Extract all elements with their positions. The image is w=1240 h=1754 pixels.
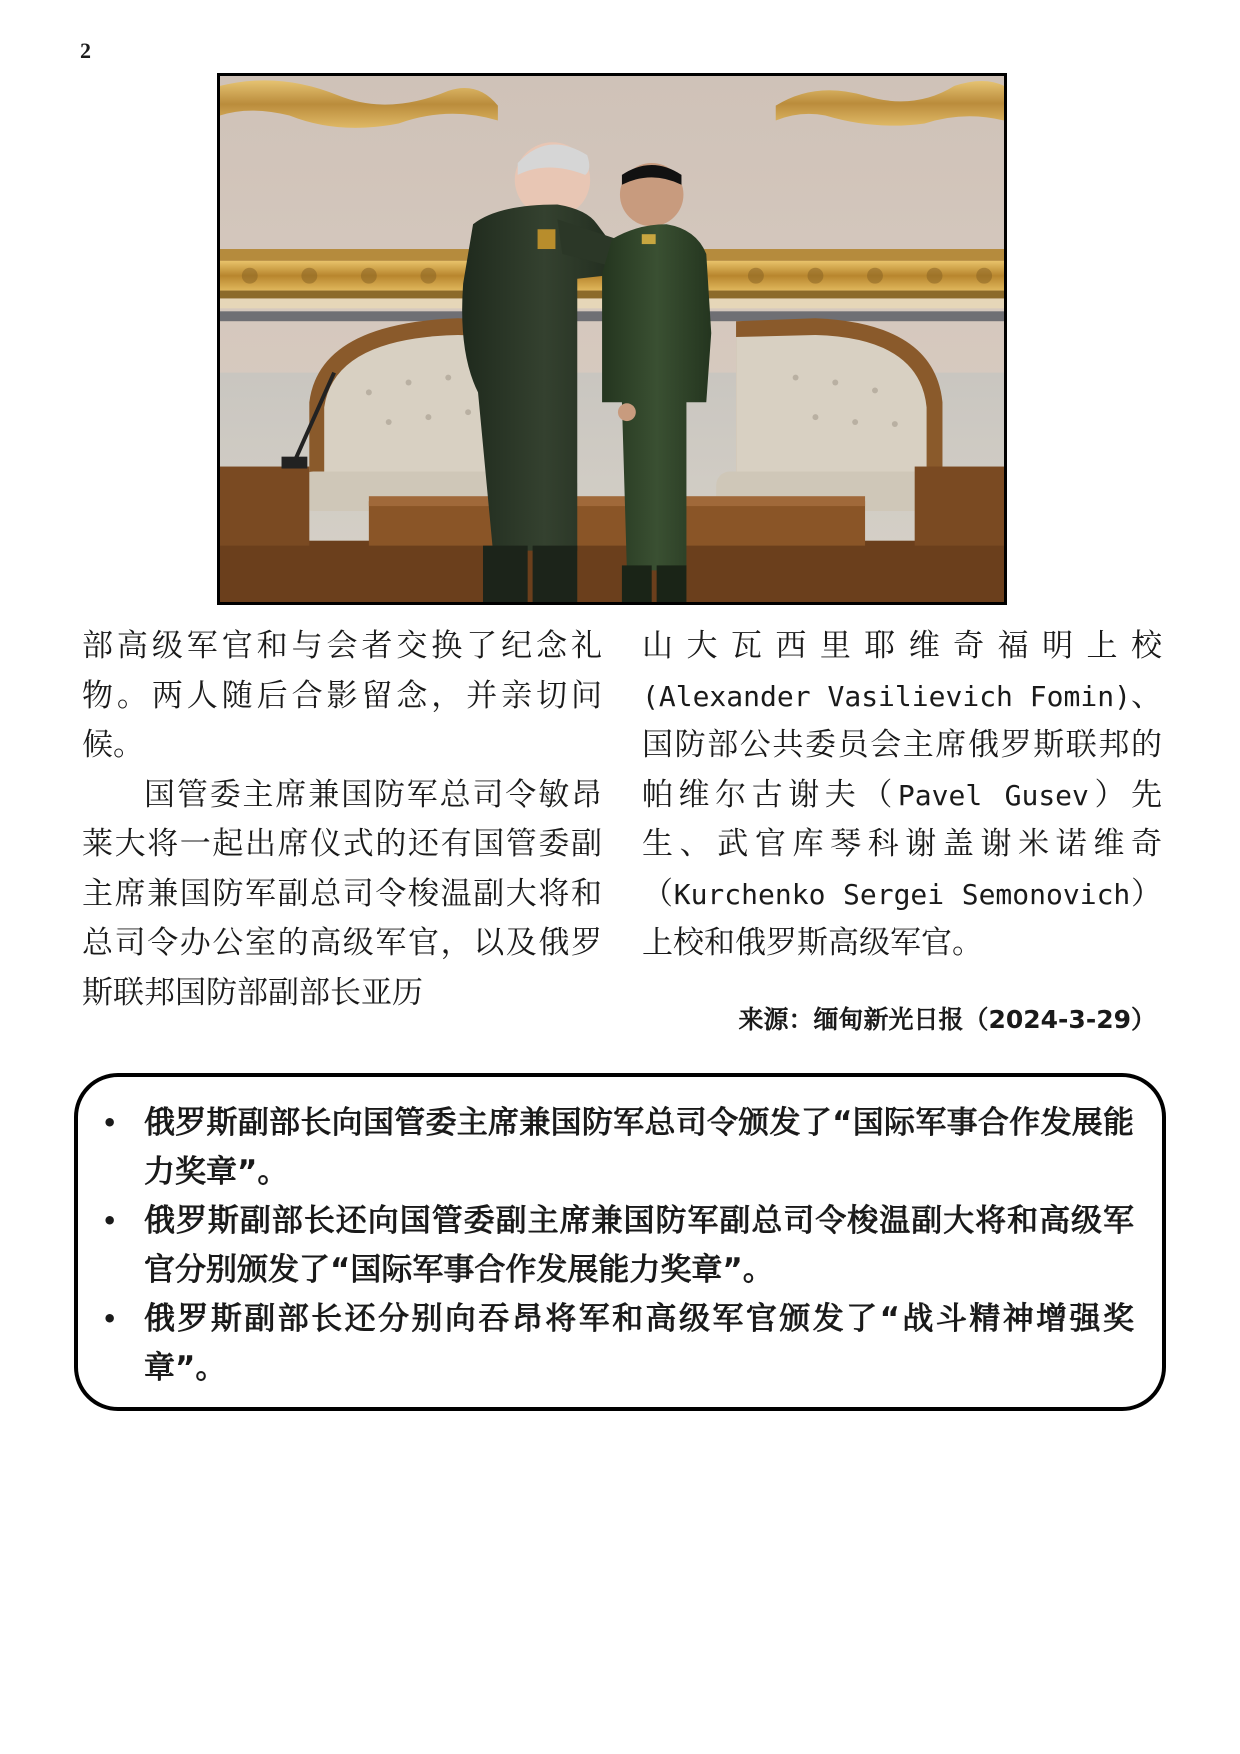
bullet-icon: •	[102, 1207, 118, 1235]
article-paragraph: 国管委主席兼国防军总司令敏昂莱大将一起出席仪式的还有国管委副主席兼国防军副总司令梭温副大将和总司令办公室的高级军官，以及俄罗斯联邦国防部副部长亚历	[82, 776, 602, 1011]
text-segment: ）上校和俄罗斯高级军官。	[642, 875, 1163, 961]
text-segment: 、国防部公共委员会主席俄罗斯联邦的帕维尔古谢夫（	[642, 677, 1162, 813]
name-latin: (Alexander Vasilievich Fomin)	[642, 679, 1131, 713]
summary-item	[102, 1099, 1134, 1197]
summary-box	[74, 1073, 1166, 1411]
name-latin: Kurchenko Sergei Semonovich	[673, 877, 1131, 911]
ceremony-photo-illustration	[220, 76, 1004, 602]
article-left-column	[82, 622, 602, 1018]
ceremony-photo	[217, 73, 1007, 605]
summary-item	[102, 1197, 1134, 1295]
article-paragraph	[642, 622, 1162, 969]
summary-list	[102, 1099, 1134, 1393]
source-citation: 来源：缅甸新光日报（2024-3-29）	[738, 1005, 1156, 1034]
bullet-icon: •	[102, 1109, 118, 1137]
summary-item-text: 俄罗斯副部长向国管委主席兼国防军总司令颁发了“国际军事合作发展能力奖章”。	[144, 1105, 1134, 1190]
article-right-column	[642, 622, 1162, 969]
bullet-icon: •	[102, 1305, 118, 1333]
article-paragraph: 部高级军官和与会者交换了纪念礼物。两人随后合影留念，并亲切问候。	[82, 628, 602, 763]
summary-item-text: 俄罗斯副部长还分别向吞昂将军和高级军官颁发了“战斗精神增强奖章”。	[144, 1301, 1134, 1386]
page-number: 2	[80, 38, 91, 63]
text-segment: 山大瓦西里耶维奇福明上校	[642, 628, 1162, 664]
summary-item	[102, 1295, 1134, 1393]
name-latin: Pavel Gusev	[897, 778, 1089, 812]
summary-item-text: 俄罗斯副部长还向国管委副主席兼国防军副总司令梭温副大将和高级军官分别颁发了“国际军事合作发展能力奖章”。	[144, 1203, 1134, 1288]
text-segment: ）先生、武官库琴科谢盖谢米诺维奇（	[642, 776, 1163, 912]
